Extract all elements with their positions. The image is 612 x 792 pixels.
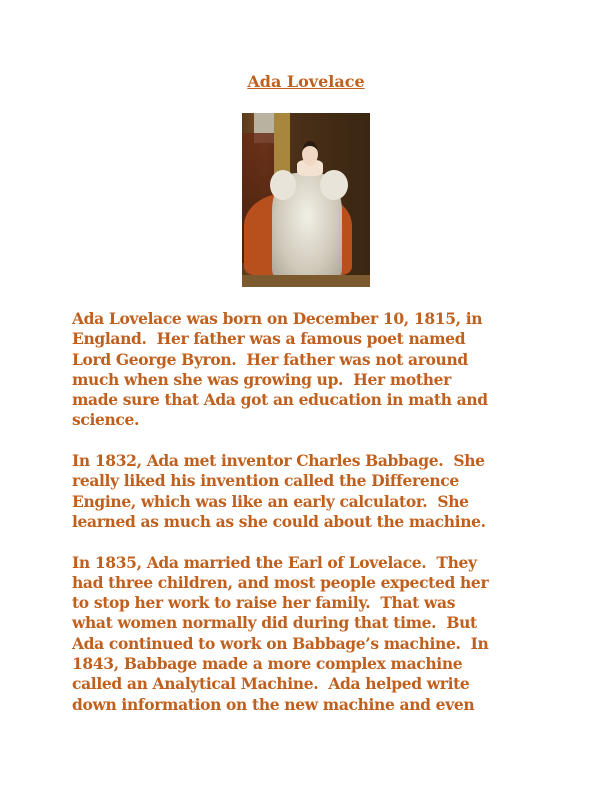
text-line: England. Her father was a famous poet named (72, 329, 466, 349)
text-line: to stop her work to raise her family. That was (72, 593, 456, 613)
text-line: really liked his invention called the Difference (72, 471, 459, 491)
text-line: had three children, and most people expected her (72, 572, 489, 592)
text-line: down information on the new machine and even (72, 694, 475, 714)
text-line: science. (72, 410, 140, 430)
text-line: learned as much as she could about the machine. (72, 511, 486, 531)
text-line: what women normally did during that time. But (72, 613, 477, 633)
page-title: Ada Lovelace (247, 72, 365, 91)
text-line: Engine, which was like an early calculator. She (72, 491, 469, 511)
text-line: called an Analytical Machine. Ada helped write (72, 674, 470, 694)
text-line: In 1835, Ada married the Earl of Lovelace. They (72, 552, 477, 572)
portrait-head (302, 141, 318, 166)
text-line: made sure that Ada got an education in math and (72, 390, 488, 410)
portrait-sleeve-right (320, 170, 348, 200)
body-text (72, 309, 542, 735)
text-line: 1843, Babbage made a more complex machine (72, 654, 463, 674)
portrait-sleeve-left (270, 170, 296, 200)
text-line: In 1832, Ada met inventor Charles Babbage. She (72, 451, 485, 471)
paragraph-birth (72, 309, 542, 431)
text-line: much when she was growing up. Her mother (72, 369, 451, 389)
text-line: Ada continued to work on Babbage’s machine. In (72, 633, 489, 653)
paragraph-marriage (72, 553, 542, 715)
text-line: Ada Lovelace was born on December 10, 1815, in (72, 309, 483, 328)
text-line: Lord George Byron. Her father was not around (72, 349, 468, 369)
portrait-floor (242, 275, 370, 287)
paragraph-babbage (72, 451, 542, 532)
portrait-image (242, 113, 370, 287)
